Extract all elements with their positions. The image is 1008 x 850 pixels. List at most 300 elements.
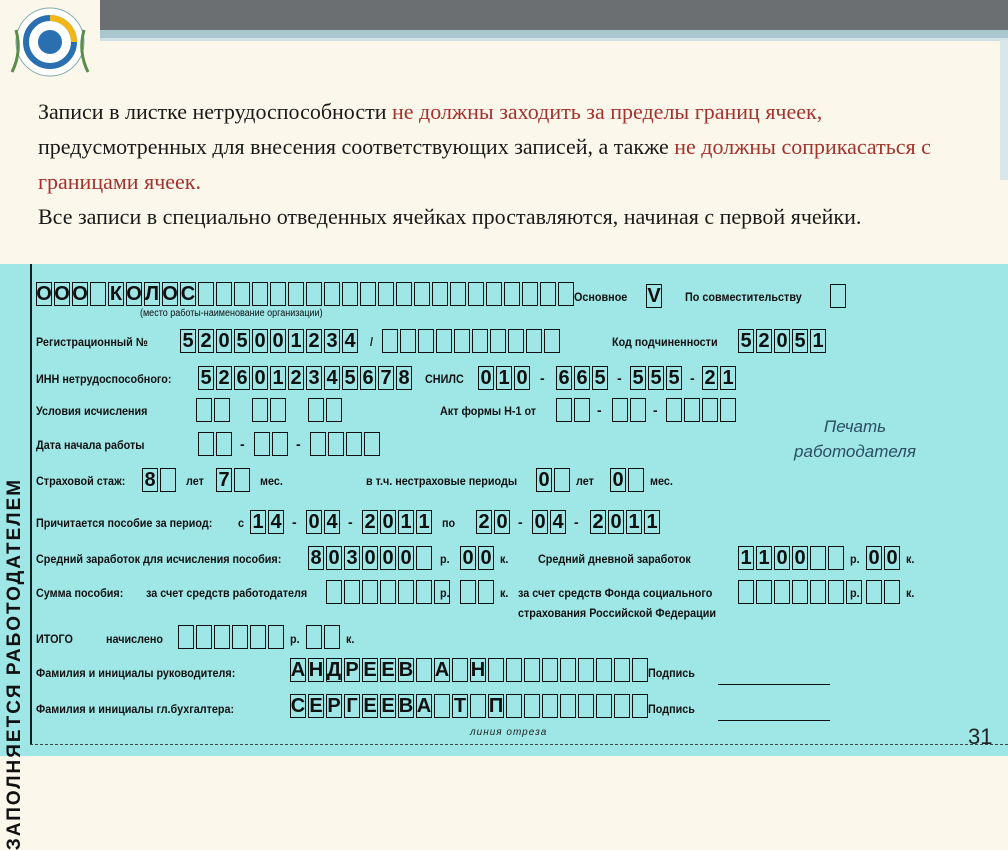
sidebar-label — [0, 264, 30, 850]
form-cell[interactable] — [324, 625, 340, 649]
signature-line[interactable] — [718, 720, 830, 721]
form-cell[interactable]: А — [434, 658, 450, 681]
period-label: Причитается пособие за период: — [36, 516, 213, 530]
header-stripe — [100, 30, 1008, 38]
form-cell[interactable] — [198, 432, 214, 456]
usl-cells-2[interactable] — [252, 398, 288, 422]
form-cell[interactable] — [508, 329, 524, 353]
form-cell[interactable] — [632, 694, 648, 718]
form-cell[interactable] — [524, 658, 540, 682]
header-bar — [100, 0, 1008, 30]
dnev-rub-cells[interactable] — [738, 546, 846, 570]
form-cell[interactable] — [614, 694, 630, 718]
form-cell[interactable]: 0 — [362, 546, 378, 570]
form-cell[interactable]: С — [290, 694, 306, 717]
akt-dash: - — [597, 402, 602, 418]
org-name-cells[interactable] — [36, 282, 576, 306]
form-cell[interactable]: 0 — [460, 546, 476, 570]
podpis-label: Подпись — [648, 702, 695, 716]
form-cell[interactable] — [810, 546, 826, 570]
form-cell[interactable] — [560, 694, 576, 718]
usl-label: Условия исчисления — [36, 404, 148, 418]
form-cell[interactable]: 8 — [142, 468, 158, 492]
kop-label: к. — [906, 586, 915, 600]
snils-dash: - — [617, 370, 622, 386]
kod-cells[interactable] — [738, 329, 828, 353]
form-cell[interactable]: 0 — [610, 468, 626, 492]
form-cell[interactable] — [830, 284, 846, 308]
from-year-cells[interactable] — [362, 510, 434, 534]
form-cell[interactable]: 3 — [306, 366, 322, 390]
usl-cells-3[interactable] — [308, 398, 344, 422]
form-cell[interactable] — [554, 468, 570, 492]
page-number: 31 — [968, 724, 993, 749]
form-cell[interactable]: 5 — [592, 366, 608, 390]
form-cell[interactable]: Р — [345, 658, 359, 681]
snils-cells-2[interactable] — [556, 366, 610, 390]
intro-text-red: не должны заходить за пределы границ ячеек, — [392, 99, 823, 124]
form-cell[interactable]: 0 — [306, 510, 322, 534]
form-cell[interactable] — [414, 282, 430, 306]
form-cell[interactable] — [574, 398, 590, 422]
form-cell[interactable] — [232, 625, 248, 649]
form-cell[interactable] — [596, 658, 612, 682]
form-cell[interactable] — [506, 658, 522, 682]
form-cell[interactable] — [252, 282, 268, 306]
form-cell[interactable] — [400, 329, 416, 353]
stazh-label: Страховой стаж: — [36, 474, 126, 488]
form-cell[interactable]: 0 — [216, 329, 232, 353]
fss-logo-icon — [2, 2, 98, 84]
form-cell[interactable] — [416, 546, 432, 570]
rub-label: р. — [850, 552, 860, 566]
form-cell[interactable] — [328, 432, 344, 456]
form-cell[interactable]: 2 — [288, 366, 304, 390]
form-cell[interactable]: 5 — [342, 366, 358, 390]
form-cell[interactable]: Г — [344, 694, 360, 718]
form-cell[interactable]: Е — [309, 694, 323, 717]
form-cell[interactable]: 0 — [514, 366, 530, 390]
form-cell[interactable] — [306, 625, 322, 649]
form-cell[interactable]: А — [416, 694, 432, 717]
form-cell[interactable]: 0 — [494, 510, 510, 534]
form-cell[interactable]: Н — [308, 658, 324, 681]
snils-cells-3[interactable] — [630, 366, 684, 390]
form-cell[interactable]: 1 — [626, 510, 642, 534]
form-cell[interactable] — [434, 694, 450, 718]
form-cell[interactable]: 4 — [324, 366, 340, 390]
form-cell[interactable]: 0 — [380, 546, 396, 570]
intro-text-second: Все записи в специально отведенных ячейках проставляются, начиная с первой ячейки. — [38, 204, 862, 229]
form-cell[interactable] — [432, 282, 448, 306]
form-cell[interactable] — [288, 282, 304, 306]
form-cell[interactable] — [632, 658, 648, 682]
form-cell[interactable] — [418, 329, 434, 353]
form-cell[interactable] — [436, 329, 452, 353]
form-cell[interactable]: 1 — [720, 366, 736, 390]
start-dash: - — [296, 436, 301, 452]
form-cell[interactable]: 0 — [532, 510, 548, 534]
form-cell[interactable] — [324, 282, 340, 306]
form-cell[interactable] — [364, 432, 380, 456]
form-cell[interactable]: 1 — [270, 366, 286, 390]
form-cell[interactable]: О — [126, 282, 142, 305]
summa-rab-kop-cells[interactable] — [460, 580, 496, 604]
form-cell[interactable] — [342, 282, 358, 306]
form-cell[interactable] — [702, 398, 718, 422]
form-cell[interactable]: 5 — [792, 329, 808, 353]
form-cell[interactable] — [628, 468, 644, 492]
form-cell[interactable]: 2 — [198, 329, 214, 353]
form-cell[interactable] — [196, 398, 212, 422]
intro-text — [38, 94, 978, 234]
form-cell[interactable] — [666, 398, 682, 422]
sovmest-label: По совместительству — [685, 290, 802, 304]
form-cell[interactable] — [360, 282, 376, 306]
snils-dash: - — [690, 370, 695, 386]
form-cell[interactable] — [828, 580, 844, 604]
form-cell[interactable]: 5 — [180, 329, 196, 353]
form-cell[interactable] — [630, 398, 646, 422]
form-cell[interactable] — [792, 580, 808, 604]
form-cell[interactable]: О — [162, 282, 178, 305]
form-cell[interactable] — [884, 580, 900, 604]
usl-cells-1[interactable] — [196, 398, 232, 422]
form-cell[interactable]: 5 — [648, 366, 664, 390]
form-cell[interactable]: Е — [363, 694, 377, 717]
form-cell[interactable] — [270, 282, 286, 306]
form-cell[interactable]: 6 — [556, 366, 572, 390]
form-cell[interactable]: С — [180, 282, 196, 305]
to-day-cells[interactable] — [476, 510, 512, 534]
form-cell[interactable]: V — [647, 284, 661, 307]
start-dash: - — [240, 436, 245, 452]
start-month-cells[interactable] — [254, 432, 290, 456]
form-cell[interactable]: 8 — [308, 546, 324, 570]
form-cell[interactable]: О — [72, 282, 88, 305]
form-cell[interactable] — [522, 282, 538, 306]
form-cell[interactable]: 1 — [644, 510, 660, 534]
form-cell[interactable]: 2 — [590, 510, 606, 534]
stamp-text: работодателя — [794, 442, 916, 461]
sredn-rub-cells[interactable] — [308, 546, 434, 570]
form-cell[interactable] — [272, 432, 288, 456]
form-cell[interactable] — [306, 282, 322, 306]
buh-name-cells[interactable] — [290, 694, 650, 718]
form-cell[interactable]: 0 — [536, 468, 552, 492]
form-cell[interactable]: П — [488, 694, 504, 717]
form-cell[interactable]: 4 — [550, 510, 566, 534]
form-cell[interactable]: Т — [453, 694, 467, 717]
reg-number-cells[interactable] — [180, 329, 360, 353]
osnovnoe-checkbox[interactable] — [646, 284, 664, 308]
form-cell[interactable] — [460, 580, 476, 604]
to-month-cells[interactable] — [532, 510, 568, 534]
form-cell[interactable]: 4 — [342, 329, 358, 353]
form-cell[interactable] — [344, 580, 360, 604]
form-cell[interactable] — [378, 282, 394, 306]
start-year-cells[interactable] — [310, 432, 382, 456]
summa-fss-rub-cells[interactable] — [738, 580, 864, 604]
kop-label: к. — [500, 586, 509, 600]
to-year-cells[interactable] — [590, 510, 662, 534]
form-cell[interactable]: 0 — [774, 329, 790, 353]
itogo-kop-cells[interactable] — [306, 625, 342, 649]
form-cell[interactable]: В — [398, 694, 414, 717]
inn-cells[interactable] — [198, 366, 414, 390]
form-cell[interactable] — [488, 658, 504, 682]
form-cell[interactable]: Е — [381, 694, 395, 717]
form-cell[interactable]: 1 — [250, 510, 266, 534]
form-cell[interactable] — [578, 694, 594, 718]
form-cell[interactable] — [450, 282, 466, 306]
form-cell[interactable]: Е — [381, 658, 395, 681]
summa-rab-rub-cells[interactable] — [326, 580, 452, 604]
itogo-rub-cells[interactable] — [178, 625, 286, 649]
form-cell[interactable] — [544, 329, 560, 353]
form-cell[interactable]: 6 — [574, 366, 590, 390]
form-cell[interactable] — [490, 329, 506, 353]
form-left-border — [30, 264, 32, 744]
form-cell[interactable] — [270, 398, 286, 422]
form-cell[interactable]: 4 — [268, 510, 284, 534]
form-cell[interactable] — [216, 282, 232, 306]
form-cell[interactable] — [416, 580, 432, 604]
form-cell[interactable]: 7 — [216, 468, 232, 492]
form-cell[interactable]: Н — [470, 658, 486, 681]
form-cell[interactable]: 0 — [252, 366, 268, 390]
form-cell[interactable]: 1 — [810, 329, 826, 353]
form-cell[interactable]: 2 — [362, 510, 378, 534]
form-cell[interactable] — [396, 282, 412, 306]
form-cell[interactable]: 1 — [756, 546, 772, 570]
fss-label-1: за счет средств Фонда социального — [518, 586, 713, 600]
rub-label: р. — [440, 586, 450, 600]
akt-year-cells[interactable] — [666, 398, 738, 422]
nestr-months-cells[interactable] — [610, 468, 646, 492]
form-cell[interactable]: 5 — [630, 366, 646, 390]
form-cell[interactable] — [524, 694, 540, 718]
form-cell[interactable]: 2 — [216, 366, 232, 390]
form-cell[interactable]: 1 — [738, 546, 754, 570]
rub-label: р. — [290, 632, 300, 646]
nestr-years-cells[interactable] — [536, 468, 572, 492]
form-cell[interactable] — [416, 658, 432, 682]
form-cell[interactable] — [452, 658, 468, 682]
form-cell[interactable] — [90, 282, 106, 306]
start-day-cells[interactable] — [198, 432, 234, 456]
from-day-cells[interactable] — [250, 510, 286, 534]
form-cell[interactable] — [196, 625, 212, 649]
period-dash: - — [292, 514, 297, 530]
snils-cells-1[interactable] — [478, 366, 532, 390]
form-cell[interactable]: 8 — [396, 366, 412, 390]
form-cell[interactable] — [326, 580, 342, 604]
form-cell[interactable] — [506, 694, 522, 718]
stazh-months-cells[interactable] — [216, 468, 252, 492]
form-cell[interactable] — [310, 432, 326, 456]
mes-label: мес. — [650, 474, 673, 488]
akt-month-cells[interactable] — [612, 398, 648, 422]
form-cell[interactable]: 0 — [326, 546, 342, 570]
form-cell[interactable] — [504, 282, 520, 306]
period-dash: - — [574, 514, 579, 530]
form-cell[interactable] — [254, 432, 270, 456]
form-cell[interactable] — [720, 398, 736, 422]
nachisleno-label: начислено — [106, 632, 164, 646]
form-cell[interactable]: Р — [327, 694, 341, 717]
form-cell[interactable] — [560, 658, 576, 682]
sidebar-text: ЗАПОЛНЯЕТСЯ РАБОТОДАТЕЛЕМ — [4, 477, 25, 850]
form-cell[interactable]: 0 — [398, 546, 414, 570]
form-cell[interactable]: 0 — [380, 510, 396, 534]
snils-label: СНИЛС — [425, 372, 464, 386]
form-cell[interactable] — [578, 658, 594, 682]
form-cell[interactable]: 3 — [344, 546, 360, 570]
form-cell[interactable]: 1 — [416, 510, 432, 534]
form-cell[interactable] — [380, 580, 396, 604]
dnev-kop-cells[interactable] — [866, 546, 902, 570]
akt-label: Акт формы Н-1 от — [440, 404, 537, 418]
intro-text-plain: предусмотренных для внесения соответствующих записей, а также — [38, 134, 675, 159]
summa-fss-kop-cells[interactable] — [866, 580, 902, 604]
form-cell[interactable] — [596, 694, 612, 718]
form-cell[interactable] — [308, 398, 324, 422]
form-cell[interactable] — [558, 282, 574, 306]
form-cell[interactable] — [526, 329, 542, 353]
form-cell[interactable]: О — [54, 282, 70, 305]
form-cell[interactable] — [684, 398, 700, 422]
form-cell[interactable]: 0 — [608, 510, 624, 534]
intro-text-red: не должны соприкасаться с границами ячеек. — [38, 134, 931, 194]
form-cell[interactable]: 0 — [774, 546, 790, 570]
stazh-years-cells[interactable] — [142, 468, 178, 492]
akt-day-cells[interactable] — [556, 398, 592, 422]
form-cell[interactable]: К — [109, 282, 123, 305]
form-cell[interactable]: 5 — [738, 329, 754, 353]
from-month-cells[interactable] — [306, 510, 342, 534]
form-cell[interactable]: 2 — [702, 366, 718, 390]
form-cell[interactable]: 0 — [792, 546, 808, 570]
form-cell[interactable] — [472, 329, 488, 353]
form-cell[interactable]: 5 — [666, 366, 682, 390]
header-stripe-light — [100, 38, 1008, 41]
org-sublabel: (место работы-наименование организации) — [140, 308, 323, 319]
form-cell[interactable] — [160, 468, 176, 492]
reg-extra-cells[interactable] — [382, 329, 562, 353]
form-cell[interactable]: А — [290, 658, 306, 681]
form-cell[interactable] — [486, 282, 502, 306]
form-cell[interactable] — [234, 282, 250, 306]
form-cell[interactable]: 0 — [866, 546, 882, 570]
form-cell[interactable] — [828, 546, 844, 570]
form-cell[interactable]: 2 — [756, 329, 772, 353]
form-cell[interactable] — [540, 282, 556, 306]
form-cell[interactable]: 0 — [478, 546, 494, 570]
sredn-kop-cells[interactable] — [460, 546, 496, 570]
form-cell[interactable] — [454, 329, 470, 353]
form-cell[interactable] — [468, 282, 484, 306]
period-to-label: по — [442, 516, 456, 530]
form-cell[interactable] — [556, 398, 572, 422]
form-cell[interactable]: Е — [363, 658, 377, 681]
form-cell[interactable]: 0 — [478, 366, 494, 390]
form-cell[interactable] — [738, 580, 754, 604]
form-cell[interactable]: 1 — [398, 510, 414, 534]
form-cell[interactable] — [398, 580, 414, 604]
form-cell[interactable] — [612, 398, 628, 422]
form-cell[interactable]: 1 — [496, 366, 512, 390]
form-cell[interactable]: 4 — [324, 510, 340, 534]
form-cell[interactable] — [478, 580, 494, 604]
form-cell[interactable]: 6 — [360, 366, 376, 390]
form-cell[interactable]: О — [36, 282, 52, 305]
period-dash: - — [518, 514, 523, 530]
form-cell[interactable]: В — [398, 658, 414, 681]
kop-label: к. — [906, 552, 915, 566]
form-cell[interactable]: 3 — [324, 329, 340, 353]
form-cell[interactable] — [810, 580, 826, 604]
form-cell[interactable]: 0 — [270, 329, 286, 353]
form-cell[interactable] — [214, 625, 230, 649]
form-cell[interactable]: 1 — [288, 329, 304, 353]
snils-cells-4[interactable] — [702, 366, 738, 390]
form-cell[interactable] — [178, 625, 194, 649]
form-cell[interactable]: 5 — [234, 329, 250, 353]
form-cell[interactable]: 2 — [306, 329, 322, 353]
nestr-label: в т.ч. нестраховые периоды — [366, 474, 518, 488]
form-cell[interactable] — [198, 282, 214, 306]
signature-line[interactable] — [718, 684, 830, 685]
form-cell[interactable]: 0 — [252, 329, 268, 353]
form-cell[interactable]: 2 — [476, 510, 492, 534]
ruk-name-cells[interactable] — [290, 658, 650, 682]
form-cell[interactable] — [470, 694, 486, 718]
form-cell[interactable] — [252, 398, 268, 422]
form-cell[interactable] — [214, 398, 230, 422]
akt-dash: - — [653, 402, 658, 418]
form-cell[interactable]: 7 — [378, 366, 394, 390]
form-cell[interactable] — [774, 580, 790, 604]
fss-label-2: страхования Российской Федерации — [518, 606, 716, 620]
form-cell[interactable]: Д — [326, 658, 342, 681]
form-cell[interactable] — [326, 398, 342, 422]
snils-dash: - — [540, 370, 545, 386]
form-cell[interactable] — [756, 580, 772, 604]
form-cell[interactable]: 5 — [198, 366, 214, 390]
itogo-label: ИТОГО — [36, 632, 73, 646]
form-cell[interactable] — [234, 468, 250, 492]
form-cell[interactable] — [216, 432, 232, 456]
form-cell[interactable] — [382, 329, 398, 353]
let-label: лет — [576, 474, 594, 488]
form-cell[interactable]: Л — [144, 282, 160, 305]
form-cell[interactable] — [542, 658, 558, 682]
tear-line-label: линия отреза — [470, 727, 548, 738]
form-cell[interactable] — [866, 580, 882, 604]
reg-slash: / — [370, 335, 374, 349]
sovmest-checkbox[interactable] — [830, 284, 848, 308]
period-dash: - — [348, 514, 353, 530]
form-cell[interactable] — [268, 625, 284, 649]
form-cell[interactable] — [542, 694, 558, 718]
form-cell[interactable] — [250, 625, 266, 649]
form-cell[interactable]: 6 — [234, 366, 250, 390]
form-cell[interactable] — [614, 658, 630, 682]
form-cell[interactable] — [346, 432, 362, 456]
form-cell[interactable]: 0 — [884, 546, 900, 570]
form-cell[interactable] — [362, 580, 378, 604]
